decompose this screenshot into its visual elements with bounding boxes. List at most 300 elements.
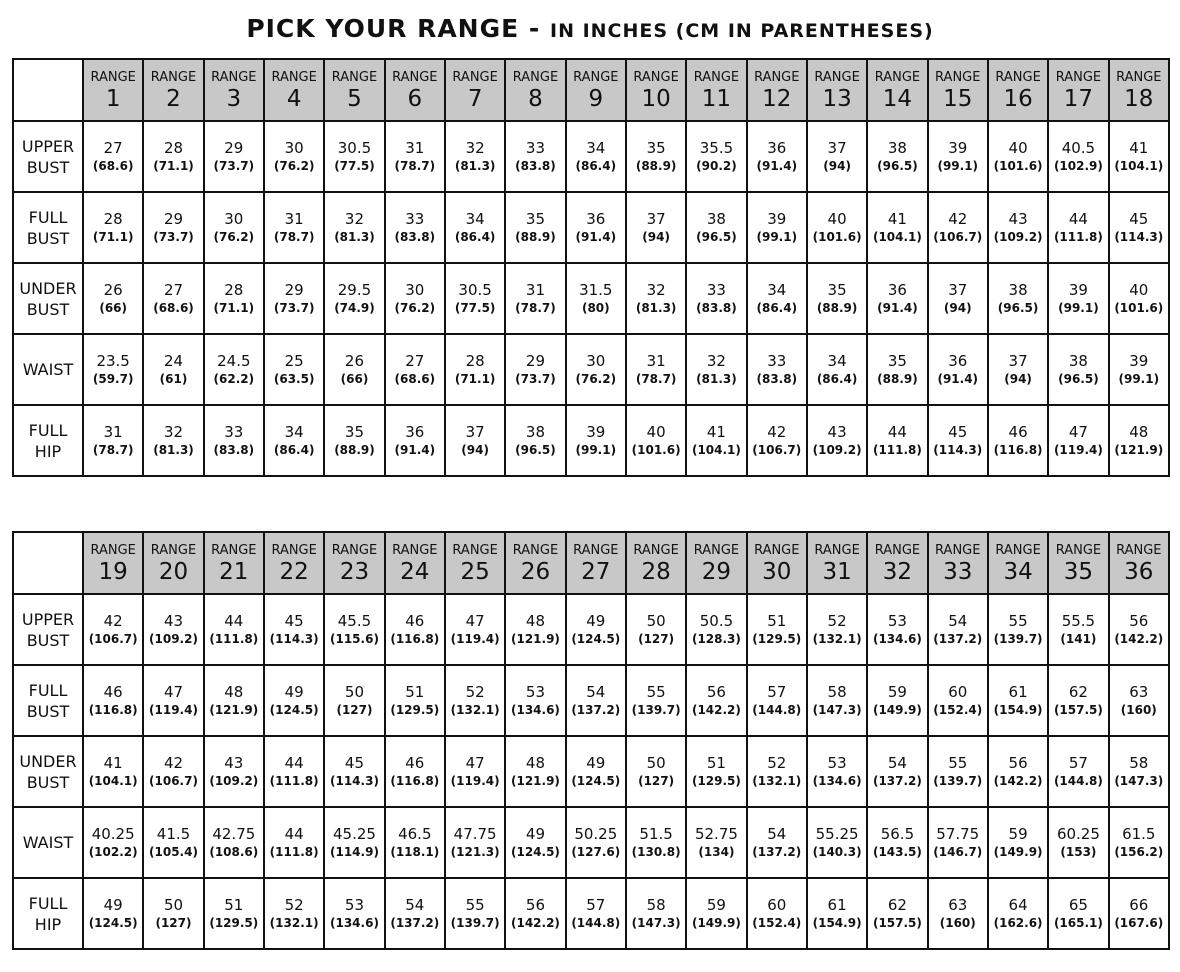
measurement-cell: [566, 121, 626, 192]
inches-value: 56.5: [880, 824, 915, 843]
range-header: [385, 59, 445, 121]
measurement-cell: [505, 263, 565, 334]
range-number: 2: [166, 85, 181, 112]
inches-value: 54: [887, 753, 907, 772]
measurement-cell: [83, 263, 143, 334]
measurement-cell: [747, 263, 807, 334]
measurement-cell: [143, 807, 203, 878]
measurement-cell: [204, 807, 264, 878]
measurement-cell: [143, 405, 203, 476]
measurement-cell: [324, 121, 384, 192]
inches-value: 50: [646, 611, 666, 630]
range-number: 12: [762, 85, 792, 112]
table-row: [13, 121, 1169, 192]
cm-value: (121.9): [510, 773, 560, 788]
measurement-cell: [445, 334, 505, 405]
measurement-cell: [385, 807, 445, 878]
cm-value: (63.5): [273, 371, 315, 386]
measurement-cell: [988, 665, 1048, 736]
measurement-cell: [807, 263, 867, 334]
cm-value: (119.4): [450, 631, 500, 646]
measurement-cell: [83, 878, 143, 949]
header-row: [13, 532, 1169, 594]
range-word: RANGE: [392, 542, 438, 558]
label-line: BUST: [26, 157, 70, 177]
inches-value: 39: [1068, 280, 1088, 299]
measurement-cell: [928, 736, 988, 807]
inches-value: 28: [465, 351, 485, 370]
inches-value: 31: [284, 209, 304, 228]
cm-value: (114.9): [330, 844, 379, 859]
inches-value: 42: [767, 422, 787, 441]
measurement-cell: [204, 594, 264, 665]
cm-value: (109.2): [812, 442, 862, 457]
inches-value: 49: [103, 895, 123, 914]
cm-value: (111.8): [1053, 229, 1103, 244]
inches-value: 31: [525, 280, 545, 299]
measurement-cell: [1048, 121, 1108, 192]
measurement-cell: [83, 334, 143, 405]
measurement-cell: [1109, 807, 1169, 878]
label-line: HIP: [34, 914, 62, 934]
measurement-cell: [445, 263, 505, 334]
measurement-label: [13, 878, 83, 949]
cm-value: (124.5): [88, 915, 138, 930]
measurement-cell: [385, 594, 445, 665]
measurement-cell: [83, 665, 143, 736]
cm-value: (104.1): [691, 442, 741, 457]
inches-value: 46: [1008, 422, 1028, 441]
range-number: 8: [528, 85, 543, 112]
measurement-cell: [988, 807, 1048, 878]
cm-value: (121.3): [450, 844, 500, 859]
inches-value: 33: [405, 209, 425, 228]
range-number: 33: [943, 558, 973, 585]
range-number: 26: [520, 558, 551, 585]
measurement-cell: [324, 334, 384, 405]
cm-value: (139.7): [631, 702, 681, 717]
cm-value: (132.1): [269, 915, 319, 930]
cm-value: (78.7): [92, 442, 134, 457]
inches-value: 55: [948, 753, 968, 772]
cm-value: (116.8): [88, 702, 138, 717]
inches-value: 53: [525, 682, 545, 701]
inches-value: 50.5: [699, 611, 734, 630]
range-number: 32: [882, 558, 913, 585]
range-word: RANGE: [935, 542, 981, 558]
cm-value: (137.2): [752, 844, 802, 859]
cm-value: (111.8): [269, 773, 319, 788]
range-header: [385, 532, 445, 594]
measurement-cell: [264, 878, 324, 949]
inches-value: 52: [284, 895, 304, 914]
inches-value: 40.5: [1061, 138, 1096, 157]
range-header: [445, 59, 505, 121]
range-header: [83, 59, 143, 121]
cm-value: (76.2): [575, 371, 617, 386]
measurement-cell: [385, 334, 445, 405]
cm-value: (94): [1004, 371, 1032, 386]
cm-value: (81.3): [635, 300, 677, 315]
measurement-cell: [204, 192, 264, 263]
title-subtitle: IN INCHES (CM IN PARENTHESES): [550, 20, 934, 42]
cm-value: (147.3): [631, 915, 681, 930]
inches-value: 24.5: [217, 351, 251, 370]
cm-value: (68.6): [153, 300, 194, 315]
measurement-cell: [867, 736, 927, 807]
cm-value: (124.5): [269, 702, 319, 717]
range-number: 22: [279, 558, 309, 585]
inches-value: 49: [284, 682, 304, 701]
measurement-cell: [988, 405, 1048, 476]
measurement-cell: [807, 665, 867, 736]
measurement-cell: [445, 665, 505, 736]
cm-value: (66): [340, 371, 369, 386]
measurement-cell: [807, 878, 867, 949]
cm-value: (83.8): [756, 371, 798, 386]
inches-value: 55: [646, 682, 666, 701]
inches-value: 35: [525, 209, 545, 228]
measurement-cell: [566, 807, 626, 878]
inches-value: 44: [284, 824, 304, 843]
measurement-cell: [385, 736, 445, 807]
range-word: RANGE: [452, 542, 498, 558]
measurement-label: [13, 736, 83, 807]
page-title: [0, 14, 1180, 43]
inches-value: 53: [887, 611, 907, 630]
inches-value: 41: [887, 209, 907, 228]
range-word: RANGE: [693, 542, 740, 558]
inches-value: 44: [887, 422, 907, 441]
measurement-cell: [626, 121, 686, 192]
inches-value: 31: [103, 422, 123, 441]
inches-value: 34: [284, 422, 304, 441]
inches-value: 50: [163, 895, 184, 914]
cm-value: (88.9): [816, 300, 858, 315]
cm-value: (91.4): [937, 371, 979, 386]
range-number: 21: [219, 558, 249, 585]
inches-value: 36: [586, 209, 606, 228]
measurement-label: [13, 594, 83, 665]
range-number: 3: [226, 85, 242, 112]
measurement-cell: [686, 807, 746, 878]
measurement-cell: [143, 594, 203, 665]
inches-value: 43: [163, 611, 184, 630]
inches-value: 30: [224, 209, 244, 228]
inches-value: 49: [586, 753, 606, 772]
cm-value: (71.1): [153, 158, 194, 173]
label-line: FULL: [28, 680, 68, 700]
range-word: RANGE: [392, 69, 438, 85]
range-word: RANGE: [1116, 69, 1162, 85]
measurement-cell: [445, 807, 505, 878]
measurement-cell: [445, 736, 505, 807]
measurement-cell: [626, 807, 686, 878]
inches-value: 54: [586, 682, 606, 701]
cm-value: (157.5): [872, 915, 922, 930]
label-line: BUST: [26, 228, 70, 248]
measurement-cell: [988, 594, 1048, 665]
inches-value: 34: [586, 138, 606, 157]
cm-value: (154.9): [812, 915, 862, 930]
measurement-cell: [1048, 594, 1108, 665]
cm-value: (66): [99, 300, 127, 315]
inches-value: 29: [284, 280, 304, 299]
range-number: 27: [581, 558, 611, 585]
cm-value: (127): [638, 773, 675, 788]
measurement-cell: [566, 334, 626, 405]
corner-cell: [13, 59, 83, 121]
range-number: 4: [286, 85, 302, 112]
inches-value: 38: [1068, 351, 1088, 370]
measurement-cell: [1048, 263, 1108, 334]
range-word: RANGE: [754, 69, 800, 85]
cm-value: (71.1): [454, 371, 496, 386]
cm-value: (127): [638, 631, 675, 646]
label-line: UPPER: [21, 136, 75, 156]
cm-value: (77.5): [334, 158, 375, 173]
inches-value: 40: [1129, 280, 1149, 299]
cm-value: (132.1): [450, 702, 500, 717]
inches-value: 42.75: [212, 824, 256, 843]
range-word: RANGE: [995, 69, 1041, 85]
range-number: 15: [943, 85, 973, 112]
measurement-cell: [1109, 121, 1169, 192]
measurement-cell: [807, 807, 867, 878]
inches-value: 44: [284, 753, 304, 772]
cm-value: (119.4): [149, 702, 198, 717]
cm-value: (124.5): [510, 844, 560, 859]
measurement-cell: [626, 192, 686, 263]
inches-value: 47: [465, 611, 485, 630]
label-line: FULL: [28, 893, 68, 913]
cm-value: (146.7): [933, 844, 983, 859]
cm-value: (59.7): [92, 371, 134, 386]
inches-value: 37: [948, 280, 968, 299]
inches-value: 56: [1008, 753, 1028, 772]
cm-value: (104.1): [1114, 158, 1164, 173]
cm-value: (152.4): [933, 702, 983, 717]
cm-value: (102.2): [88, 844, 138, 859]
range-word: RANGE: [331, 69, 378, 85]
cm-value: (61): [159, 371, 188, 386]
cm-value: (119.4): [1053, 442, 1103, 457]
inches-value: 23.5: [96, 351, 130, 370]
measurement-cell: [204, 334, 264, 405]
inches-value: 36: [405, 422, 425, 441]
range-header: [204, 532, 264, 594]
inches-value: 53: [344, 895, 365, 914]
inches-value: 40: [646, 422, 666, 441]
range-header: [324, 532, 384, 594]
measurement-label: [13, 263, 83, 334]
measurement-cell: [324, 665, 384, 736]
cm-value: (80): [581, 300, 610, 315]
cm-value: (129.5): [691, 773, 741, 788]
cm-value: (114.3): [933, 442, 983, 457]
measurement-cell: [324, 736, 384, 807]
cm-value: (91.4): [394, 442, 436, 457]
label-line: BUST: [26, 772, 70, 792]
range-header: [505, 532, 565, 594]
measurement-cell: [1109, 263, 1169, 334]
inches-value: 61: [1008, 682, 1028, 701]
measurement-cell: [324, 405, 384, 476]
inches-value: 24: [163, 351, 184, 370]
cm-value: (68.6): [92, 158, 134, 173]
cm-value: (142.2): [691, 702, 741, 717]
inches-value: 47: [1068, 422, 1088, 441]
inches-value: 56: [525, 895, 545, 914]
cm-value: (73.7): [515, 371, 556, 386]
measurement-cell: [988, 736, 1048, 807]
measurement-cell: [204, 665, 264, 736]
measurement-cell: [686, 736, 746, 807]
cm-value: (71.1): [92, 229, 134, 244]
measurement-cell: [1109, 192, 1169, 263]
inches-value: 32: [706, 351, 726, 370]
label-line: FULL: [28, 207, 68, 227]
measurement-label: [13, 665, 83, 736]
label-line: WAIST: [22, 360, 74, 379]
inches-value: 36: [767, 138, 787, 157]
measurement-cell: [807, 594, 867, 665]
inches-value: 57: [1068, 753, 1088, 772]
cm-value: (99.1): [937, 158, 979, 173]
inches-value: 63: [1129, 682, 1149, 701]
cm-value: (162.6): [993, 915, 1043, 930]
measurement-cell: [867, 807, 927, 878]
cm-value: (90.2): [696, 158, 737, 173]
inches-value: 27: [103, 138, 123, 157]
cm-value: (101.6): [993, 158, 1043, 173]
measurement-cell: [264, 405, 324, 476]
measurement-cell: [505, 121, 565, 192]
measurement-cell: [566, 405, 626, 476]
measurement-cell: [264, 263, 324, 334]
cm-value: (91.4): [877, 300, 918, 315]
cm-value: (132.1): [812, 631, 862, 646]
cm-value: (77.5): [454, 300, 496, 315]
cm-value: (96.5): [696, 229, 737, 244]
measurement-label: [13, 334, 83, 405]
cm-value: (116.8): [993, 442, 1043, 457]
cm-value: (86.4): [756, 300, 798, 315]
measurement-cell: [505, 192, 565, 263]
inches-value: 28: [163, 138, 184, 157]
cm-value: (156.2): [1114, 844, 1164, 859]
range-number: 19: [98, 558, 128, 585]
cm-value: (114.3): [269, 631, 319, 646]
cm-value: (81.3): [696, 371, 737, 386]
measurement-cell: [867, 594, 927, 665]
range-word: RANGE: [693, 69, 740, 85]
range-number: 11: [701, 85, 732, 112]
inches-value: 41.5: [156, 824, 191, 843]
size-range-table-1: [12, 58, 1170, 477]
cm-value: (104.1): [872, 229, 922, 244]
measurement-cell: [928, 334, 988, 405]
range-word: RANGE: [874, 69, 921, 85]
inches-value: 45.5: [337, 611, 372, 630]
measurement-cell: [445, 594, 505, 665]
range-header: [928, 59, 988, 121]
cm-value: (129.5): [752, 631, 802, 646]
label-line: FULL: [28, 420, 68, 440]
measurement-cell: [143, 878, 203, 949]
cm-value: (68.6): [394, 371, 436, 386]
cm-value: (137.2): [933, 631, 983, 646]
inches-value: 56: [706, 682, 726, 701]
inches-value: 37: [1008, 351, 1028, 370]
cm-value: (129.5): [390, 702, 440, 717]
range-header: [1109, 59, 1169, 121]
measurement-cell: [867, 192, 927, 263]
table-row: [13, 192, 1169, 263]
cm-value: (88.9): [635, 158, 677, 173]
inches-value: 28: [103, 209, 123, 228]
range-word: RANGE: [452, 69, 498, 85]
inches-value: 29: [224, 138, 244, 157]
inches-value: 30.5: [458, 280, 492, 299]
measurement-cell: [867, 878, 927, 949]
range-number: 1: [105, 85, 121, 112]
inches-value: 30: [586, 351, 606, 370]
inches-value: 29.5: [337, 280, 372, 299]
inches-value: 36: [887, 280, 907, 299]
cm-value: (144.8): [752, 702, 802, 717]
inches-value: 59: [887, 682, 907, 701]
cm-value: (139.7): [993, 631, 1043, 646]
cm-value: (81.3): [454, 158, 496, 173]
range-header: [747, 532, 807, 594]
inches-value: 27: [163, 280, 184, 299]
range-word: RANGE: [573, 69, 619, 85]
cm-value: (96.5): [1058, 371, 1099, 386]
cm-value: (144.8): [571, 915, 621, 930]
measurement-cell: [83, 736, 143, 807]
cm-value: (78.7): [273, 229, 315, 244]
cm-value: (73.7): [213, 158, 255, 173]
measurement-cell: [807, 121, 867, 192]
range-number: 7: [467, 85, 483, 112]
measurement-cell: [505, 878, 565, 949]
inches-value: 43: [1008, 209, 1028, 228]
label-line: BUST: [26, 701, 70, 721]
inches-value: 42: [948, 209, 968, 228]
range-number: 30: [762, 558, 792, 585]
cm-value: (88.9): [334, 442, 375, 457]
cm-value: (124.5): [571, 631, 621, 646]
measurement-cell: [988, 878, 1048, 949]
cm-value: (83.8): [515, 158, 556, 173]
cm-value: (99.1): [756, 229, 798, 244]
measurement-cell: [1109, 405, 1169, 476]
inches-value: 33: [525, 138, 545, 157]
inches-value: 36: [948, 351, 968, 370]
measurement-cell: [445, 405, 505, 476]
range-header: [686, 59, 746, 121]
cm-value: (137.2): [872, 773, 922, 788]
inches-value: 61: [827, 895, 847, 914]
cm-value: (73.7): [273, 300, 315, 315]
measurement-cell: [264, 807, 324, 878]
range-header: [867, 59, 927, 121]
measurement-cell: [867, 405, 927, 476]
measurement-cell: [747, 334, 807, 405]
measurement-cell: [143, 665, 203, 736]
cm-value: (154.9): [993, 702, 1043, 717]
